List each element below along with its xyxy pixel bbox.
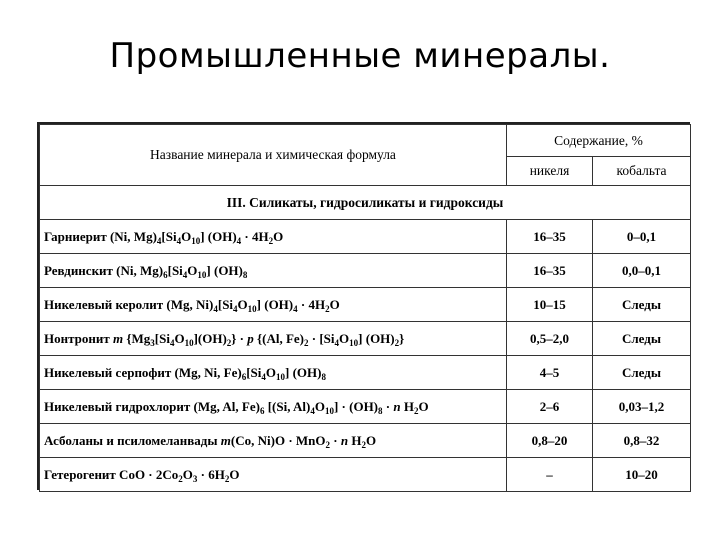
cobalt-content-cell: 0,8–32 — [593, 424, 691, 458]
nickel-content-cell: 0,8–20 — [507, 424, 593, 458]
section-heading: III. Силикаты, гидросиликаты и гидроксиды — [40, 186, 691, 220]
nickel-content-cell: 16–35 — [507, 254, 593, 288]
header-nickel: никеля — [507, 157, 593, 186]
cobalt-content-cell: Следы — [593, 288, 691, 322]
table-row — [40, 356, 691, 390]
nickel-content-cell: 0,5–2,0 — [507, 322, 593, 356]
table-row — [40, 322, 691, 356]
nickel-content-cell: 2–6 — [507, 390, 593, 424]
table-row — [40, 220, 691, 254]
cobalt-content-cell: Следы — [593, 322, 691, 356]
nickel-content-cell: 16–35 — [507, 220, 593, 254]
nickel-content-cell: 4–5 — [507, 356, 593, 390]
minerals-table — [39, 124, 691, 492]
cobalt-content-cell: 10–20 — [593, 458, 691, 492]
page-title: Промышленные минералы. — [109, 36, 611, 76]
table-row — [40, 458, 691, 492]
header-content: Содержание, % — [507, 125, 691, 157]
nickel-content-cell: – — [507, 458, 593, 492]
cobalt-content-cell: 0,0–0,1 — [593, 254, 691, 288]
header-mineral-name: Название минерала и химическая формула — [40, 125, 507, 186]
mineral-name-cell: Гарниерит (Ni, $Mg)_4[Si_4O_{10}] (OH)_4 \cdot 4H_2O$ — [40, 220, 507, 254]
table-row — [40, 390, 691, 424]
cobalt-content-cell: 0–0,1 — [593, 220, 691, 254]
mineral-name-cell: Асболаны и псиломеланвады m(Co, Ni)O · MnO$_2$ · n $H_2O$ — [40, 424, 507, 458]
table-row — [40, 424, 691, 458]
mineral-name-cell: Нонтронит m $\{Mg_3[Si_4O_{10}](OH)_2\} \cdot p$ {(Al, $Fe)_2 \cdot [Si_4O_{10}]$ $(OH)_2$} — [40, 322, 507, 356]
mineral-name-cell: Никелевый керолит (Mg, $Ni)_4[Si_4O_{10}] (OH)_4 \cdot 4H_2O$ — [40, 288, 507, 322]
mineral-name-cell: Никелевый гидрохлорит (Mg, Al, $Fe)_6$ [(Si, $Al)_4O_{10}] \cdot (OH)_8 \cdot n$ $H_2O$ — [40, 390, 507, 424]
mineral-name-cell: Ревдинскит (Ni, $Mg)_6[Si_4O_{10}]$ $(OH)_8$ — [40, 254, 507, 288]
nickel-content-cell: 10–15 — [507, 288, 593, 322]
minerals-table-container — [37, 122, 690, 490]
cobalt-content-cell: Следы — [593, 356, 691, 390]
cobalt-content-cell: 0,03–1,2 — [593, 390, 691, 424]
mineral-name-cell: Гетерогенит CoO · $2Co_2O_3 \cdot 6H_2O$ — [40, 458, 507, 492]
mineral-name-cell: Никелевый серпофит (Mg, Ni, $Fe)_6[Si_4O_{10}]$ $(OH)_8$ — [40, 356, 507, 390]
header-cobalt: кобальта — [593, 157, 691, 186]
table-row — [40, 254, 691, 288]
table-row — [40, 288, 691, 322]
